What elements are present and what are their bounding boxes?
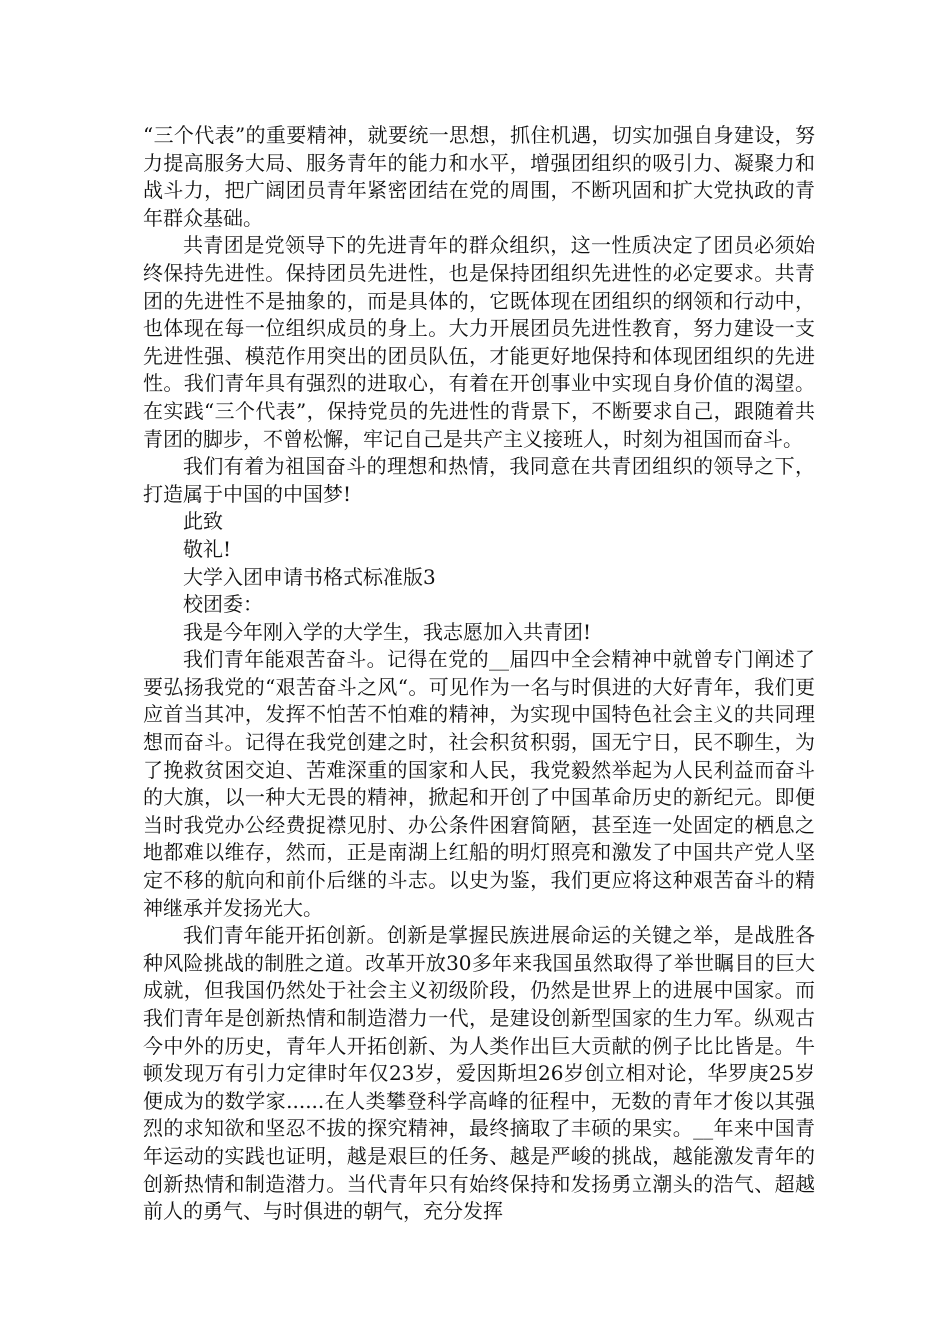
salutation-line: 此致 (183, 509, 223, 534)
salutation-line: 敬礼! (183, 536, 232, 561)
paragraph: 共青团是党领导下的先进青年的群众组织，这一性质决定了团员必须始终保持先进性。保持团员先进性，也是保持团组织先进性的必定要求。共青团的先进性不是抽象的，而是具体的，它既体现在团组织的纲领和行动中，也体现在每一位组织成员的身上。大力开展团员先进性教育，努力建设一支先进性强、模范作用突出的团员队伍，才能更好地保持和体现团组织的先进性。我们青年具有强烈的进取心，有着在开创事业中实现自身价值的渴望。在实践“三个代表”，保持党员的先进性的背景下，不断要求自己，跟随着共青团的脚步，不曾松懈，牢记自己是共产主义接班人，时刻为祖国而奋斗。 (143, 233, 815, 451)
paragraph: 我们有着为祖国奋斗的理想和热情，我同意在共青团组织的领导之下，打造属于中国的中国梦! (143, 454, 815, 506)
paragraph: 我们青年能艰苦奋斗。记得在党的__届四中全会精神中就曾专门阐述了要弘扬我党的“艰苦奋斗之风“。可见作为一名与时俱进的大好青年，我们更应首当其冲，发挥不怕苦不怕难的精神，为实现中国特色社会主义的共同理想而奋斗。记得在我党创建之时，社会积贫积弱，国无宁日，民不聊生，为了挽救贫困交迫、苦难深重的国家和人民，我党毅然举起为人民利益而奋斗的大旗，以一种大无畏的精神，掀起和开创了中国革命历史的新纪元。即便当时我党办公经费捉襟见肘、办公条件困窘简陋，甚至连一处固定的栖息之地都难以维存，然而，正是南湖上红船的明灯照亮和激发了中国共产党人坚定不移的航向和前仆后继的斗志。以史为鉴，我们更应将这种艰苦奋斗的精神继承并发扬光大。 (143, 647, 815, 920)
document-page (143, 122, 815, 1226)
paragraph: “三个代表”的重要精神，就要统一思想，抓住机遇，切实加强自身建设，努力提高服务大局、服务青年的能力和水平，增强团组织的吸引力、凝聚力和战斗力，把广阔团员青年紧密团结在党的周围，不断巩固和扩大党执政的青年群众基础。 (143, 123, 815, 230)
paragraph: 我是今年刚入学的大学生，我志愿加入共青团! (183, 619, 592, 644)
addressee: 校团委： (183, 592, 263, 617)
paragraph: 我们青年能开拓创新。创新是掌握民族进展命运的关键之举，是战胜各种风险挑战的制胜之道。改革开放30多年来我国虽然取得了举世瞩目的巨大成就，但我国仍然处于社会主义初级阶段，仍然是世界上的进展中国家。而我们青年是创新热情和制造潜力一代，是建设创新型国家的生力军。纵观古今中外的历史，青年人开拓创新、为人类作出巨大贡献的例子比比皆是。牛顿发现万有引力定律时年仅23岁，爱因斯坦26岁创立相对论，华罗庚25岁便成为的数学家......在人类攀登科学高峰的征程中，无数的青年才俊以其强烈的求知欲和坚忍不拔的探究精神，最终摘取了丰硕的果实。__年来中国青年运动的实践也证明，越是艰巨的任务、越是严峻的挑战，越能激发青年的创新热情和制造潜力。当代青年只有始终保持和发扬勇立潮头的浩气、超越前人的勇气、与时俱进的朝气，充分发挥 (143, 923, 815, 1224)
section-title: 大学入团申请书格式标准版3 (183, 564, 436, 589)
